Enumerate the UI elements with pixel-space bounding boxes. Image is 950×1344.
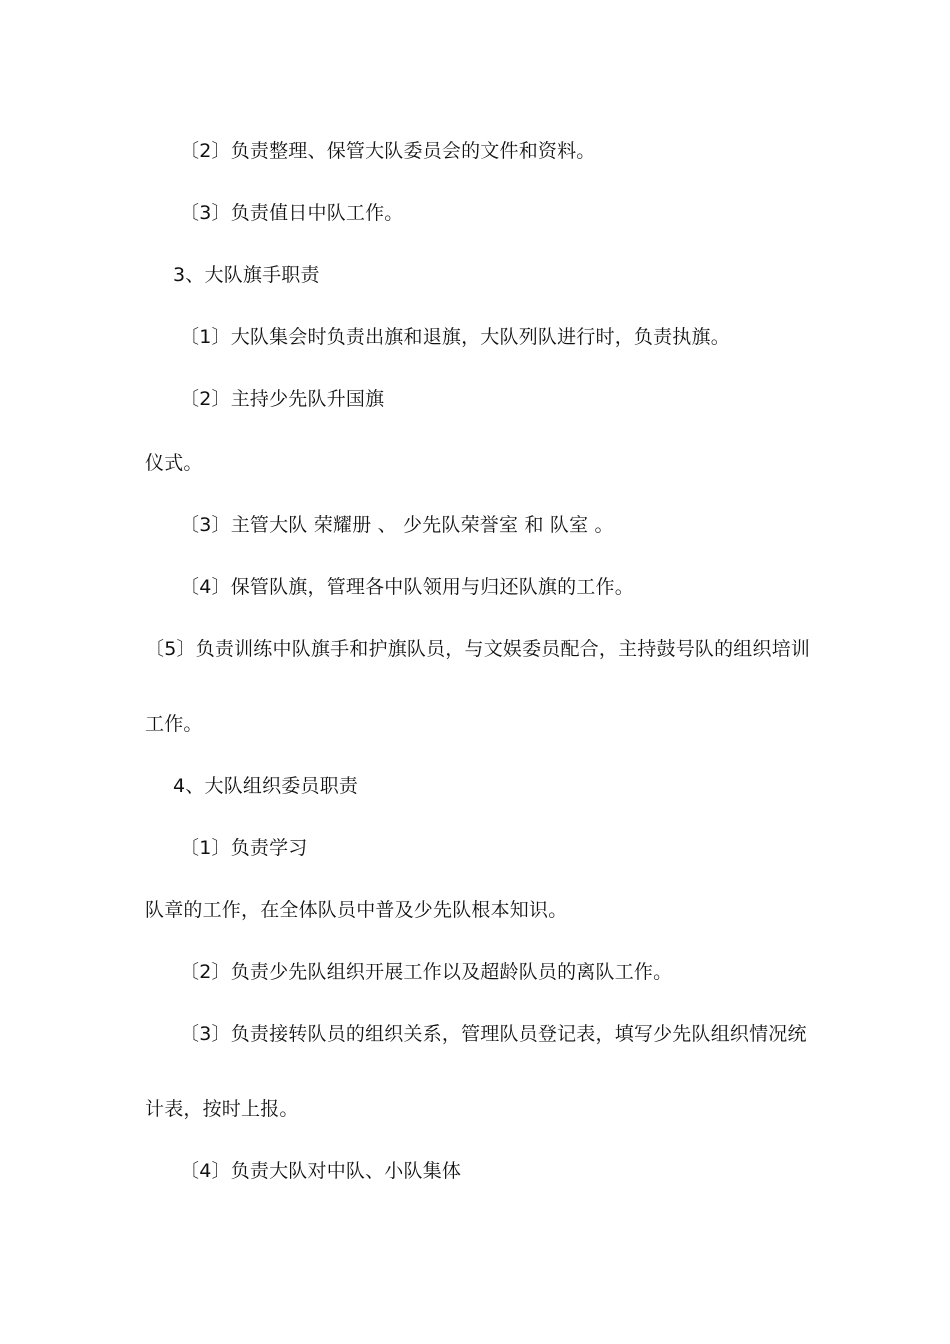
- section-heading-flag-bearer: 3、大队旗手职责: [173, 264, 320, 286]
- item-2-flag-raising: 〔2〕主持少先队升国旗: [180, 388, 385, 410]
- item-2-archive-documents: 〔2〕负责整理、保管大队委员会的文件和资料。: [180, 140, 596, 162]
- item-1-continuation: 队章的工作，在全体队员中普及少先队根本知识。: [145, 899, 568, 921]
- item-2-organization-work: 〔2〕负责少先队组织开展工作以及超龄队员的离队工作。: [180, 961, 673, 983]
- item-4-keep-flag: 〔4〕保管队旗，管理各中队领用与归还队旗的工作。: [180, 576, 634, 598]
- item-5-continuation: 工作。: [145, 713, 203, 735]
- item-3-continuation: 计表，按时上报。: [145, 1098, 299, 1120]
- item-3-duty-squadron: 〔3〕负责值日中队工作。: [180, 202, 404, 224]
- item-3-member-records: 〔3〕负责接转队员的组织关系，管理队员登记表，填写少先队组织情况统: [180, 1023, 807, 1045]
- item-2-continuation: 仪式。: [145, 452, 203, 474]
- item-5-train-flag-bearers: 〔5〕负责训练中队旗手和护旗队员，与文娱委员配合，主持鼓号队的组织培训: [145, 638, 811, 660]
- item-1-study: 〔1〕负责学习: [180, 837, 308, 859]
- section-heading-organization: 4、大队组织委员职责: [173, 775, 359, 797]
- item-4-collective: 〔4〕负责大队对中队、小队集体: [180, 1160, 462, 1182]
- item-1-flag-at-assembly: 〔1〕大队集会时负责出旗和退旗，大队列队进行时，负责执旗。: [180, 326, 730, 348]
- item-3-honor-roll: 〔3〕主管大队 荣耀册 、 少先队荣誉室 和 队室 。: [180, 514, 614, 536]
